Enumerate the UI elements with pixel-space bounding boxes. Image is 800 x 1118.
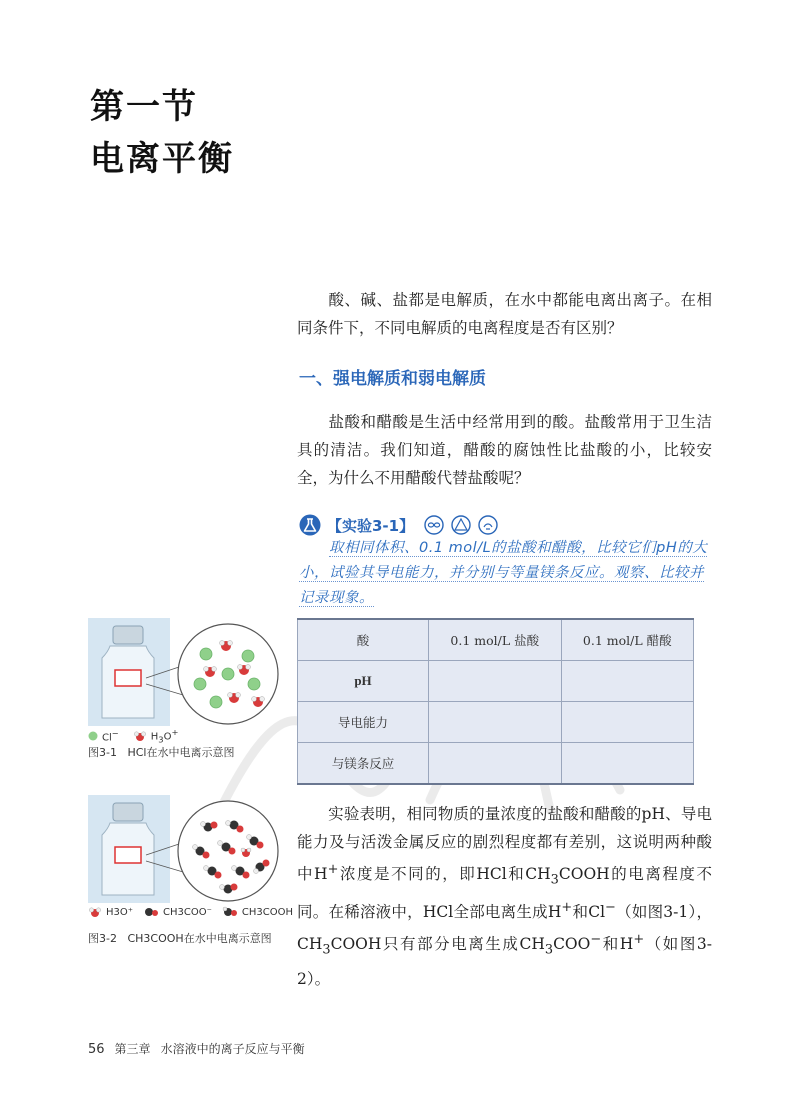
experiment-header [299, 512, 501, 538]
section-number-title: 第一节 [90, 87, 198, 127]
acid-usage-paragraph: 盐酸和醋酸是生活中经常用到的酸。盐酸常用于卫生洁具的清洁。我们知道，醋酸的腐蚀性比盐酸的小，比较安全，为什么不用醋酸代替盐酸呢？ [297, 413, 712, 487]
table-cell [429, 743, 562, 785]
table-header-cell: 0.1 mol/L 盐酸 [429, 619, 562, 661]
acetate-ion-icon [143, 906, 159, 918]
table-row [298, 661, 694, 702]
corrosive-warning-icon [451, 515, 471, 535]
acetic-acid-figure-legend [88, 906, 293, 918]
experiment-label: 【实验3-1】 [327, 516, 415, 535]
table-row-label: pH [298, 661, 429, 702]
table-row-label: 与镁条反应 [298, 743, 429, 785]
chloride-ion-icon [88, 731, 98, 741]
acetic-acid-ionization-figure [88, 795, 288, 903]
chloride-legend-label: Cl− [102, 728, 119, 744]
experiment-record-table [297, 618, 694, 785]
section-title: 电离平衡 [90, 139, 234, 179]
hydronium-ion-icon [133, 730, 147, 742]
figure-3-2-caption: 图3-2 CH3COOH在水中电离示意图 [88, 932, 272, 945]
hydronium-ion-icon [88, 906, 102, 918]
hydronium-legend-label: H3O⁺ [106, 906, 134, 918]
figure-3-1-caption: 图3-1 HCl在水中电离示意图 [88, 746, 235, 759]
hcl-figure-legend [88, 727, 178, 744]
table-cell [429, 702, 562, 743]
chapter-number: 第三章 [114, 1042, 151, 1056]
experiment-instructions: 取相同体积、0.1 mol/L的盐酸和醋酸，比较它们pH的大小，试验其导电能力，并分别与等量镁条反应。观察、比较并记录现象。 [299, 540, 708, 606]
acetic-acid-legend-label: CH3COOH [241, 906, 294, 918]
table-header-row [298, 619, 694, 661]
subsection-heading: 一、强电解质和弱电解质 [299, 369, 486, 389]
hydronium-legend-label: $H_3O^+$ [150, 727, 179, 745]
table-cell [561, 661, 694, 702]
table-cell [561, 702, 694, 743]
acetate-legend-label: CH3COO⁻ [163, 906, 212, 918]
hand-wash-icon [478, 515, 498, 535]
table-cell [561, 743, 694, 785]
table-row [298, 743, 694, 785]
table-header-cell: 0.1 mol/L 醋酸 [561, 619, 694, 661]
table-row-label: 导电能力 [298, 702, 429, 743]
experiment-flask-icon [299, 514, 321, 536]
conclusion-paragraph: 实验表明，相同物质的量浓度的盐酸和醋酸的pH、导电能力及与活泼金属反应的剧烈程度都有差别，这说明两种酸中H+浓度是不同的，即HCl和$CH_3COOH$的电离程度不同。在稀溶液中，HCl全部电离生成H+和Cl−（如图3-1），$CH_3COOH$只有部分电离生成$CH_3COO^-$和H+（如图3-2）。 [297, 805, 712, 988]
acetic-acid-molecule-icon [222, 906, 238, 918]
table-cell [429, 661, 562, 702]
table-row [298, 702, 694, 743]
chapter-title: 水溶液中的离子反应与平衡 [160, 1042, 305, 1056]
eye-protection-icon [424, 515, 444, 535]
hcl-ionization-figure [88, 618, 288, 726]
page-number: 56 [88, 1042, 105, 1057]
table-header-cell: 酸 [298, 619, 429, 661]
page-footer [88, 1040, 305, 1057]
intro-paragraph: 酸、碱、盐都是电解质，在水中都能电离出离子。在相同条件下，不同电解质的电离程度是否有区别？ [297, 291, 712, 337]
